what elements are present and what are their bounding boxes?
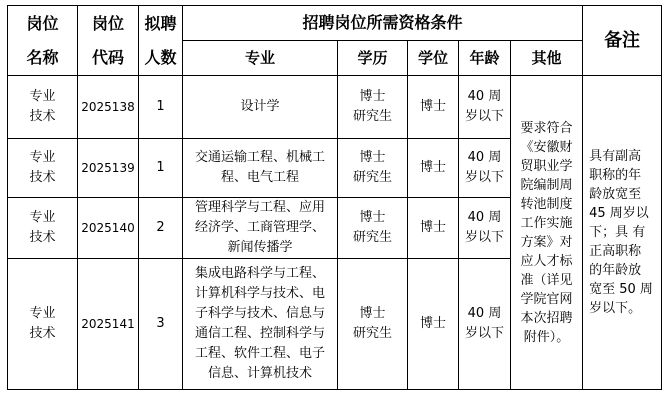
cell-position-name: 专业 技术 [8, 259, 78, 390]
cell-major: 集成电路科学与工程、 计算机科学与技术、电 子科学与技术、信息与 通信工程、控制科学与 工程、软件工程、电子 信息、计算机技术 [183, 259, 338, 390]
header-requirements: 招聘岗位所需资格条件 [183, 6, 583, 41]
cell-age: 40 周 岁以下 [459, 198, 511, 259]
cell-degree: 博士 [408, 259, 459, 390]
cell-degree: 博士 [408, 76, 459, 139]
cell-education: 博士 研究生 [338, 139, 408, 198]
cell-major: 设计学 [183, 76, 338, 139]
cell-position-code: 2025140 [78, 198, 139, 259]
cell-position-name: 专业 技术 [8, 76, 78, 139]
cell-age: 40 周 岁以下 [459, 139, 511, 198]
header-age: 年龄 [459, 41, 511, 76]
cell-hire-count: 3 [139, 259, 183, 390]
cell-other-requirements: 要求符合 《安徽财 贸职业学 院编制周 转池制度 工作实施 方案》对 应人才标 准（详见 学院官网 本次招聘 附件）。 [511, 76, 583, 390]
cell-major: 管理科学与工程、应用 经济学、工商管理学、 新闻传播学 [183, 198, 338, 259]
header-position-name: 岗位 名称 [8, 6, 78, 76]
cell-position-name: 专业 技术 [8, 198, 78, 259]
cell-hire-count: 1 [139, 139, 183, 198]
cell-hire-count: 1 [139, 76, 183, 139]
header-hire-count: 拟聘 人数 [139, 6, 183, 76]
table-row [8, 76, 662, 139]
cell-hire-count: 2 [139, 198, 183, 259]
header-other: 其他 [511, 41, 583, 76]
header-education: 学历 [338, 41, 408, 76]
cell-position-name: 专业 技术 [8, 139, 78, 198]
header-degree: 学位 [408, 41, 459, 76]
cell-age: 40 周 岁以下 [459, 259, 511, 390]
header-position-code: 岗位 代码 [78, 6, 139, 76]
cell-degree: 博士 [408, 139, 459, 198]
cell-position-code: 2025138 [78, 76, 139, 139]
cell-major: 交通运输工程、机械工 程、电气工程 [183, 139, 338, 198]
cell-position-code: 2025139 [78, 139, 139, 198]
recruitment-table [7, 5, 662, 390]
cell-education: 博士 研究生 [338, 76, 408, 139]
cell-education: 博士 研究生 [338, 259, 408, 390]
cell-degree: 博士 [408, 198, 459, 259]
cell-remarks: 具有副高 职称的年 龄放宽至 45 周岁以 下；具 有 正高职称 的年龄放 宽至 50 周 岁以下。 [583, 76, 662, 390]
cell-age: 40 周 岁以下 [459, 76, 511, 139]
header-major: 专业 [183, 41, 338, 76]
header-remarks: 备注 [583, 6, 662, 76]
cell-position-code: 2025141 [78, 259, 139, 390]
cell-education: 博士 研究生 [338, 198, 408, 259]
